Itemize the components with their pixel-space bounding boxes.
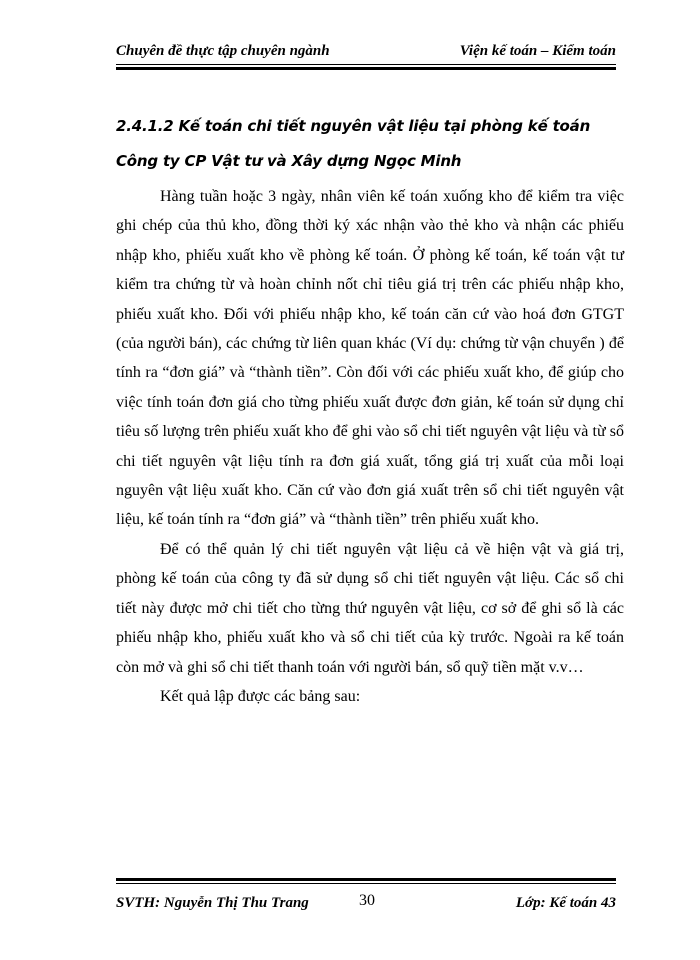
paragraph-3: Kết quả lập được các bảng sau: xyxy=(160,687,361,705)
header-course-title: Chuyên đề thực tập chuyên ngành xyxy=(116,43,330,59)
footer-student: SVTH: Nguyễn Thị Thu Trang xyxy=(116,895,309,911)
header-rule-thin xyxy=(116,64,616,65)
body-text xyxy=(116,182,624,711)
footer-class: Lớp: Kế toán 43 xyxy=(515,895,616,911)
header-institute: Viện kế toán – Kiểm toán xyxy=(459,43,616,59)
page-header xyxy=(116,41,616,63)
footer-rule-thick xyxy=(116,878,616,881)
section-title: 2.4.1.2 Kế toán chi tiết nguyên vật liệu tại phòng kế toán Công ty CP Vật tư và Xây dựng Ngọc Minh xyxy=(116,117,591,170)
page-number: 30 xyxy=(359,892,375,909)
footer-rule-thin xyxy=(116,883,616,884)
page-footer xyxy=(116,878,616,918)
header-rule-thick xyxy=(116,67,616,70)
paragraph-2: Để có thể quản lý chi tiết nguyên vật liệu cả về hiện vật và giá trị, phòng kế toán của công ty đã sử dụng sổ chi tiết nguyên vật liệu. Các sổ chi tiết này được mở chi tiết cho từng thứ nguyên vật liệu, cơ sở để ghi sổ là các phiếu nhập kho, phiếu xuất kho và sổ chi tiết của kỳ trước. Ngoài ra kế toán còn mở và ghi sổ chi tiết thanh toán với người bán, sổ quỹ tiền mặt v.v… xyxy=(116,540,624,676)
paragraph-1: Hàng tuần hoặc 3 ngày, nhân viên kế toán xuống kho để kiểm tra việc ghi chép của thủ kho, đồng thời ký xác nhận vào thẻ kho và nhận các phiếu nhập kho, phiếu xuất kho về phòng kế toán. Ở phòng kế toán, kế toán vật tư kiểm tra chứng từ và hoàn chỉnh nốt chỉ tiêu giá trị trên các phiếu nhập kho, phiếu xuất kho. Đối với phiếu nhập kho, kế toán căn cứ vào hoá đơn GTGT (của người bán), các chứng từ liên quan khác (Ví dụ: chứng từ vận chuyển ) để tính ra “đơn giá” và “thành tiền”. Còn đối với các phiếu xuất kho, để giúp cho việc tính toán đơn giá cho từng phiếu xuất được đơn giản, kế toán sử dụng chỉ tiêu số lượng trên phiếu xuất kho để ghi vào sổ chi tiết nguyên vật liệu và từ sổ chi tiết nguyên vật liệu tính ra đơn giá xuất, tổng giá trị xuất của mỗi loại nguyên vật liệu xuất kho. Căn cứ vào đơn giá xuất trên sổ chi tiết nguyên vật liệu, kế toán tính ra “đơn giá” và “thành tiền” trên phiếu xuất kho. xyxy=(116,188,624,529)
